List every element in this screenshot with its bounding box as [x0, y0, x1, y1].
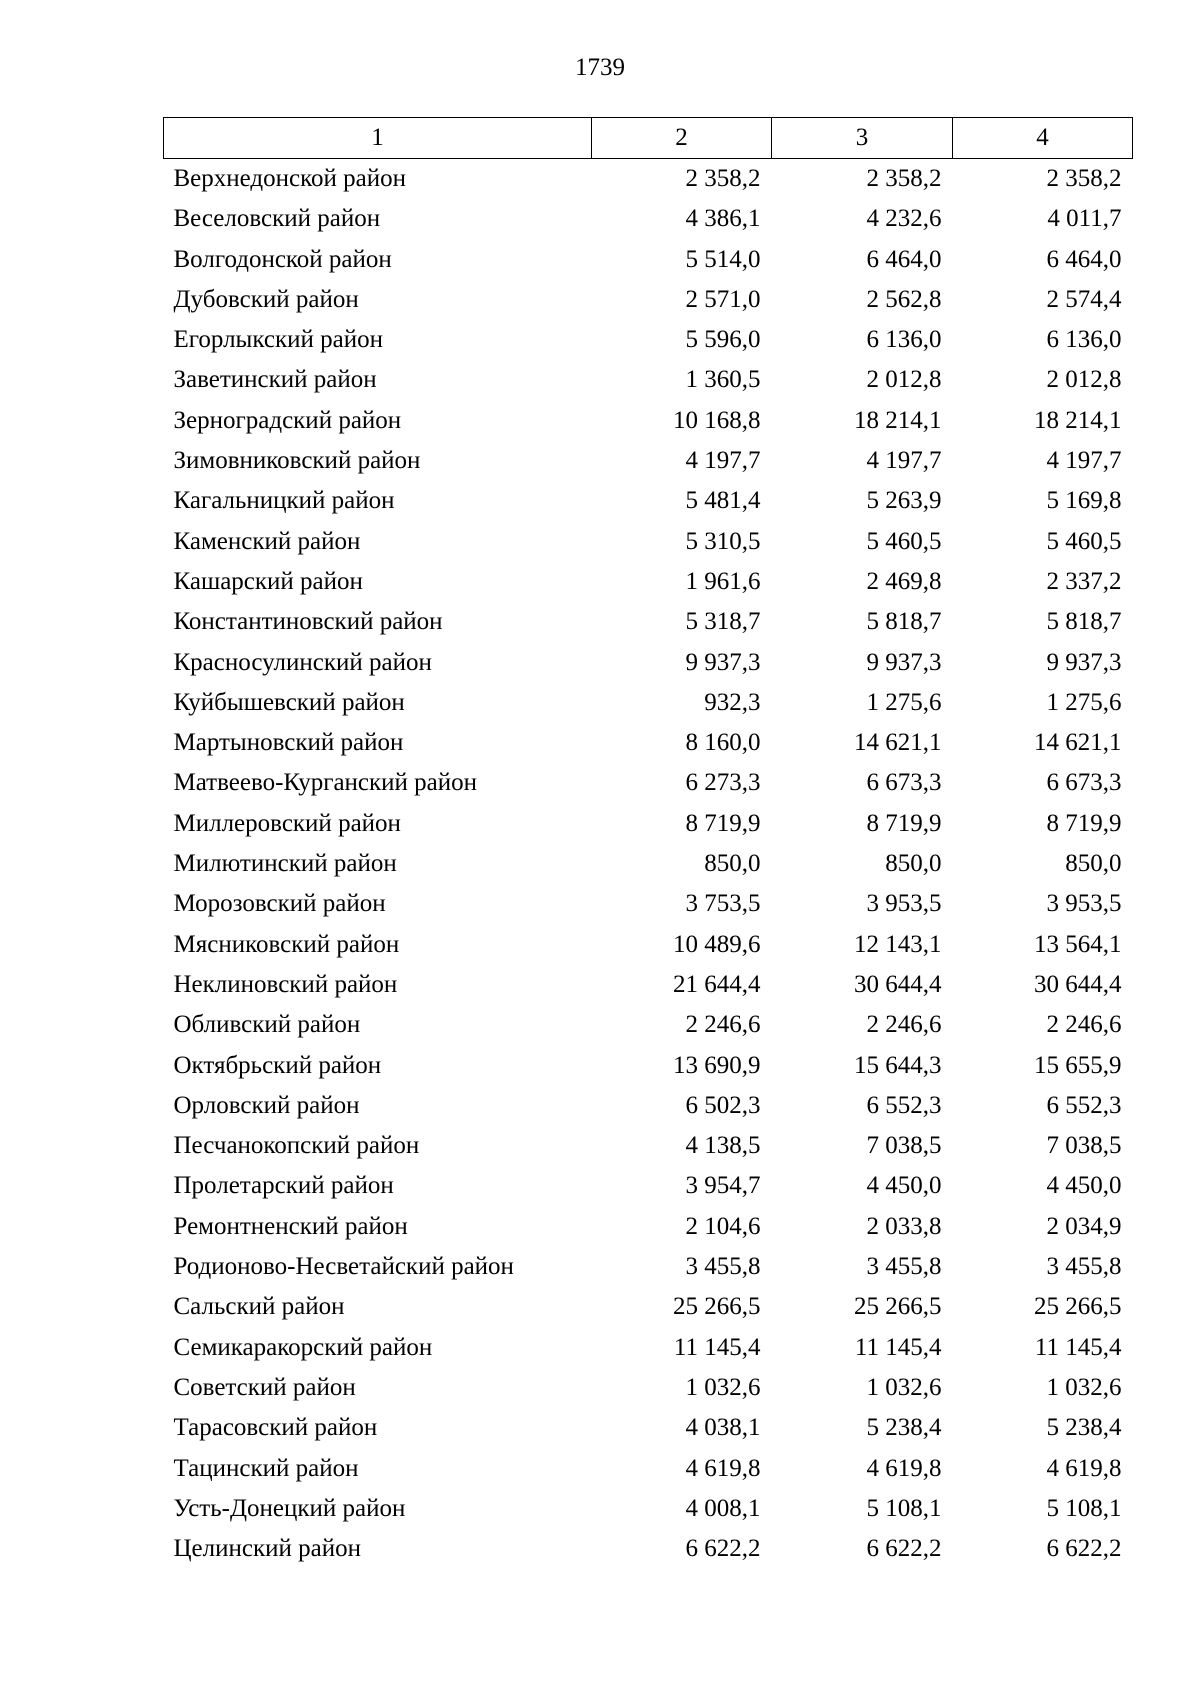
value-cell-col-4: 2 358,2: [1046, 165, 1122, 192]
district-name-cell: Советский район: [173, 1373, 356, 1401]
district-name-cell: Октябрьский район: [173, 1051, 382, 1079]
value-cell-col-2: 10 168,8: [673, 406, 761, 434]
value-cell-col-3: 2 562,8: [866, 285, 942, 313]
table-row: [164, 320, 1133, 360]
value-cell-col-3: 6 552,3: [866, 1091, 942, 1119]
value-cell-col-2: 2 246,6: [685, 1011, 761, 1039]
value-cell-col-2: 1 961,6: [685, 567, 761, 595]
data-table-container: [163, 117, 1132, 1569]
value-cell-col-3: 11 145,4: [854, 1333, 942, 1361]
value-cell-col-4: 18 214,1: [1034, 406, 1122, 434]
value-cell-col-3: 3 953,5: [866, 890, 942, 918]
value-cell-col-2: 13 690,9: [673, 1051, 761, 1079]
district-name-cell: Неклиновский район: [173, 970, 398, 998]
value-cell-col-3: 1 032,6: [866, 1373, 942, 1401]
value-cell-col-4: 6 136,0: [1046, 326, 1122, 354]
value-cell-col-3: 6 464,0: [866, 245, 942, 273]
column-header-3: 3: [772, 118, 953, 159]
value-cell-col-4: 2 574,4: [1046, 285, 1122, 313]
value-cell-col-4: 6 552,3: [1046, 1091, 1122, 1119]
value-cell-col-3: 6 136,0: [866, 326, 942, 354]
table-body: [164, 159, 1133, 1570]
table-row: [164, 562, 1133, 602]
district-name-cell: Семикаракорский район: [173, 1333, 433, 1361]
value-cell-col-4: 2 034,9: [1046, 1212, 1122, 1240]
table-row: [164, 1207, 1133, 1247]
value-cell-col-3: 6 622,2: [866, 1535, 942, 1563]
value-cell-col-4: 1 032,6: [1046, 1373, 1122, 1401]
value-cell-col-2: 850,0: [704, 850, 761, 878]
table-row: [164, 401, 1133, 441]
table-row: [164, 360, 1133, 400]
table-header: [164, 118, 1133, 159]
page-number-row: [0, 52, 1200, 84]
district-name-cell: Пролетарский район: [173, 1172, 394, 1200]
table-row: [164, 683, 1133, 723]
value-cell-col-3: 12 143,1: [854, 930, 942, 958]
value-cell-col-3: 15 644,3: [854, 1051, 942, 1079]
value-cell-col-4: 4 011,7: [1047, 205, 1122, 233]
district-name-cell: Тарасовский район: [173, 1414, 378, 1442]
table-row: [164, 602, 1133, 642]
value-cell-col-4: 2 246,6: [1046, 1011, 1122, 1039]
table-row: [164, 965, 1133, 1005]
value-cell-col-3: 18 214,1: [854, 406, 942, 434]
header-row: [164, 118, 1133, 159]
value-cell-col-4: 11 145,4: [1034, 1333, 1122, 1361]
table-row: [164, 199, 1133, 239]
district-name-cell: Кагальницкий район: [173, 487, 395, 515]
value-cell-col-4: 3 455,8: [1046, 1253, 1122, 1281]
value-cell-col-4: 13 564,1: [1034, 930, 1122, 958]
value-cell-col-2: 21 644,4: [673, 970, 761, 998]
value-cell-col-2: 2 104,6: [685, 1212, 761, 1240]
value-cell-col-4: 5 460,5: [1046, 527, 1122, 555]
table-row: [164, 884, 1133, 924]
value-cell-col-4: 9 937,3: [1046, 648, 1122, 676]
value-cell-col-4: 30 644,4: [1034, 970, 1122, 998]
value-cell-col-4: 25 266,5: [1034, 1293, 1122, 1321]
value-cell-col-4: 5 818,7: [1046, 608, 1122, 636]
value-cell-col-3: 5 460,5: [866, 527, 942, 555]
value-cell-col-4: 8 719,9: [1046, 809, 1122, 837]
district-name-cell: Матвеево-Курганский район: [173, 769, 478, 797]
value-cell-col-3: 2 012,8: [866, 366, 942, 394]
table-row: [164, 1247, 1133, 1287]
value-cell-col-2: 5 318,7: [685, 608, 761, 636]
district-name-cell: Дубовский район: [173, 285, 359, 313]
value-cell-col-2: 10 489,6: [673, 930, 761, 958]
district-name-cell: Миллеровский район: [173, 809, 401, 837]
value-cell-col-2: 1 032,6: [685, 1373, 761, 1401]
value-cell-col-2: 5 310,5: [685, 527, 761, 555]
value-cell-col-2: 932,3: [704, 688, 761, 716]
district-name-cell: Орловский район: [173, 1091, 360, 1119]
value-cell-col-4: 6 622,2: [1046, 1535, 1122, 1563]
value-cell-col-4: 6 464,0: [1046, 245, 1122, 273]
value-cell-col-3: 25 266,5: [854, 1293, 942, 1321]
value-cell-col-2: 11 145,4: [673, 1333, 761, 1361]
table-row: [164, 1328, 1133, 1368]
table-row: [164, 763, 1133, 803]
value-cell-col-2: 4 386,1: [685, 205, 761, 233]
value-cell-col-3: 4 619,8: [866, 1454, 942, 1482]
value-cell-col-3: 5 108,1: [866, 1494, 942, 1522]
table-row: [164, 1005, 1133, 1045]
value-cell-col-4: 5 238,4: [1046, 1414, 1122, 1442]
district-name-cell: Веселовский район: [173, 205, 381, 233]
value-cell-col-4: 4 197,7: [1046, 447, 1122, 475]
value-cell-col-2: 3 954,7: [685, 1172, 761, 1200]
value-cell-col-4: 7 038,5: [1046, 1132, 1122, 1160]
district-name-cell: Волгодонской район: [173, 245, 392, 273]
value-cell-col-2: 5 596,0: [685, 326, 761, 354]
table-row: [164, 1449, 1133, 1489]
value-cell-col-2: 2 358,2: [685, 165, 761, 192]
table-row: [164, 1529, 1133, 1569]
district-name-cell: Красносулинский район: [173, 648, 432, 676]
value-cell-col-3: 14 621,1: [854, 729, 942, 757]
district-name-cell: Песчанокопский район: [173, 1132, 420, 1160]
value-cell-col-4: 6 673,3: [1046, 769, 1122, 797]
value-cell-col-2: 4 197,7: [685, 447, 761, 475]
district-name-cell: Милютинский район: [173, 850, 397, 878]
district-name-cell: Верхнедонской район: [173, 165, 406, 192]
table-row: [164, 1287, 1133, 1327]
district-name-cell: Морозовский район: [173, 890, 386, 918]
table-row: [164, 280, 1133, 320]
value-cell-col-3: 5 818,7: [866, 608, 942, 636]
value-cell-col-2: 4 138,5: [685, 1132, 761, 1160]
district-name-cell: Зерноградский район: [173, 406, 402, 434]
value-cell-col-4: 2 012,8: [1046, 366, 1122, 394]
district-name-cell: Егорлыкский район: [173, 326, 383, 354]
district-name-cell: Обливский район: [173, 1011, 361, 1039]
district-name-cell: Куйбышевский район: [173, 688, 405, 716]
value-cell-col-4: 5 169,8: [1046, 487, 1122, 515]
value-cell-col-2: 6 622,2: [685, 1535, 761, 1563]
value-cell-col-3: 8 719,9: [866, 809, 942, 837]
value-cell-col-2: 6 502,3: [685, 1091, 761, 1119]
value-cell-col-2: 25 266,5: [673, 1293, 761, 1321]
value-cell-col-3: 2 033,8: [866, 1212, 942, 1240]
table-row: [164, 1166, 1133, 1206]
value-cell-col-3: 30 644,4: [854, 970, 942, 998]
value-cell-col-4: 15 655,9: [1034, 1051, 1122, 1079]
district-name-cell: Кашарский район: [173, 567, 363, 595]
table-row: [164, 522, 1133, 562]
table-row: [164, 723, 1133, 763]
table-row: [164, 925, 1133, 965]
value-cell-col-3: 7 038,5: [866, 1132, 942, 1160]
value-cell-col-3: 2 358,2: [866, 165, 942, 192]
value-cell-col-4: 2 337,2: [1046, 567, 1122, 595]
value-cell-col-2: 2 571,0: [685, 285, 761, 313]
column-header-2: 2: [592, 118, 772, 159]
value-cell-col-4: 5 108,1: [1046, 1494, 1122, 1522]
value-cell-col-2: 8 160,0: [685, 729, 761, 757]
value-cell-col-4: 14 621,1: [1034, 729, 1122, 757]
table-row: [164, 1408, 1133, 1448]
value-cell-col-4: 1 275,6: [1046, 688, 1122, 716]
value-cell-col-2: 6 273,3: [685, 769, 761, 797]
table-row: [164, 1368, 1133, 1408]
district-name-cell: Зимовниковский район: [173, 447, 421, 475]
value-cell-col-3: 4 232,6: [866, 205, 942, 233]
column-header-1: 1: [164, 118, 592, 159]
district-name-cell: Мартыновский район: [173, 729, 404, 757]
value-cell-col-4: 4 450,0: [1046, 1172, 1122, 1200]
value-cell-col-2: 5 481,4: [685, 487, 761, 515]
district-name-cell: Ремонтненский район: [173, 1212, 408, 1240]
table-row: [164, 1046, 1133, 1086]
value-cell-col-3: 5 263,9: [866, 487, 942, 515]
table-row: [164, 159, 1133, 200]
value-cell-col-3: 6 673,3: [866, 769, 942, 797]
value-cell-col-2: 4 619,8: [685, 1454, 761, 1482]
table-row: [164, 481, 1133, 521]
value-cell-col-3: 3 455,8: [866, 1253, 942, 1281]
district-name-cell: Тацинский район: [173, 1454, 359, 1482]
table-row: [164, 804, 1133, 844]
data-table: [163, 117, 1133, 1569]
value-cell-col-3: 850,0: [885, 850, 942, 878]
district-name-cell: Мясниковский район: [173, 930, 400, 958]
value-cell-col-3: 2 246,6: [866, 1011, 942, 1039]
table-row: [164, 1086, 1133, 1126]
value-cell-col-3: 4 450,0: [866, 1172, 942, 1200]
value-cell-col-2: 5 514,0: [685, 245, 761, 273]
value-cell-col-2: 8 719,9: [685, 809, 761, 837]
district-name-cell: Целинский район: [173, 1535, 361, 1563]
value-cell-col-3: 9 937,3: [866, 648, 942, 676]
district-name-cell: Каменский район: [173, 527, 361, 555]
column-header-4: 4: [953, 118, 1133, 159]
value-cell-col-4: 850,0: [1065, 850, 1122, 878]
table-row: [164, 844, 1133, 884]
value-cell-col-3: 2 469,8: [866, 567, 942, 595]
value-cell-col-4: 3 953,5: [1046, 890, 1122, 918]
value-cell-col-2: 4 038,1: [685, 1414, 761, 1442]
value-cell-col-3: 1 275,6: [866, 688, 942, 716]
district-name-cell: Сальский район: [173, 1293, 345, 1321]
value-cell-col-2: 4 008,1: [685, 1494, 761, 1522]
value-cell-col-4: 4 619,8: [1046, 1454, 1122, 1482]
table-row: [164, 643, 1133, 683]
value-cell-col-2: 3 455,8: [685, 1253, 761, 1281]
district-name-cell: Родионово-Несветайский район: [173, 1253, 514, 1281]
value-cell-col-2: 9 937,3: [685, 648, 761, 676]
table-row: [164, 240, 1133, 280]
value-cell-col-3: 4 197,7: [866, 447, 942, 475]
value-cell-col-3: 5 238,4: [866, 1414, 942, 1442]
table-row: [164, 1126, 1133, 1166]
district-name-cell: Константиновский район: [173, 608, 443, 636]
value-cell-col-2: 3 753,5: [685, 890, 761, 918]
district-name-cell: Заветинский район: [173, 366, 377, 394]
table-row: [164, 1489, 1133, 1529]
table-row: [164, 441, 1133, 481]
value-cell-col-2: 1 360,5: [685, 366, 761, 394]
page-number: 1739: [575, 54, 625, 81]
district-name-cell: Усть-Донецкий район: [173, 1494, 406, 1522]
